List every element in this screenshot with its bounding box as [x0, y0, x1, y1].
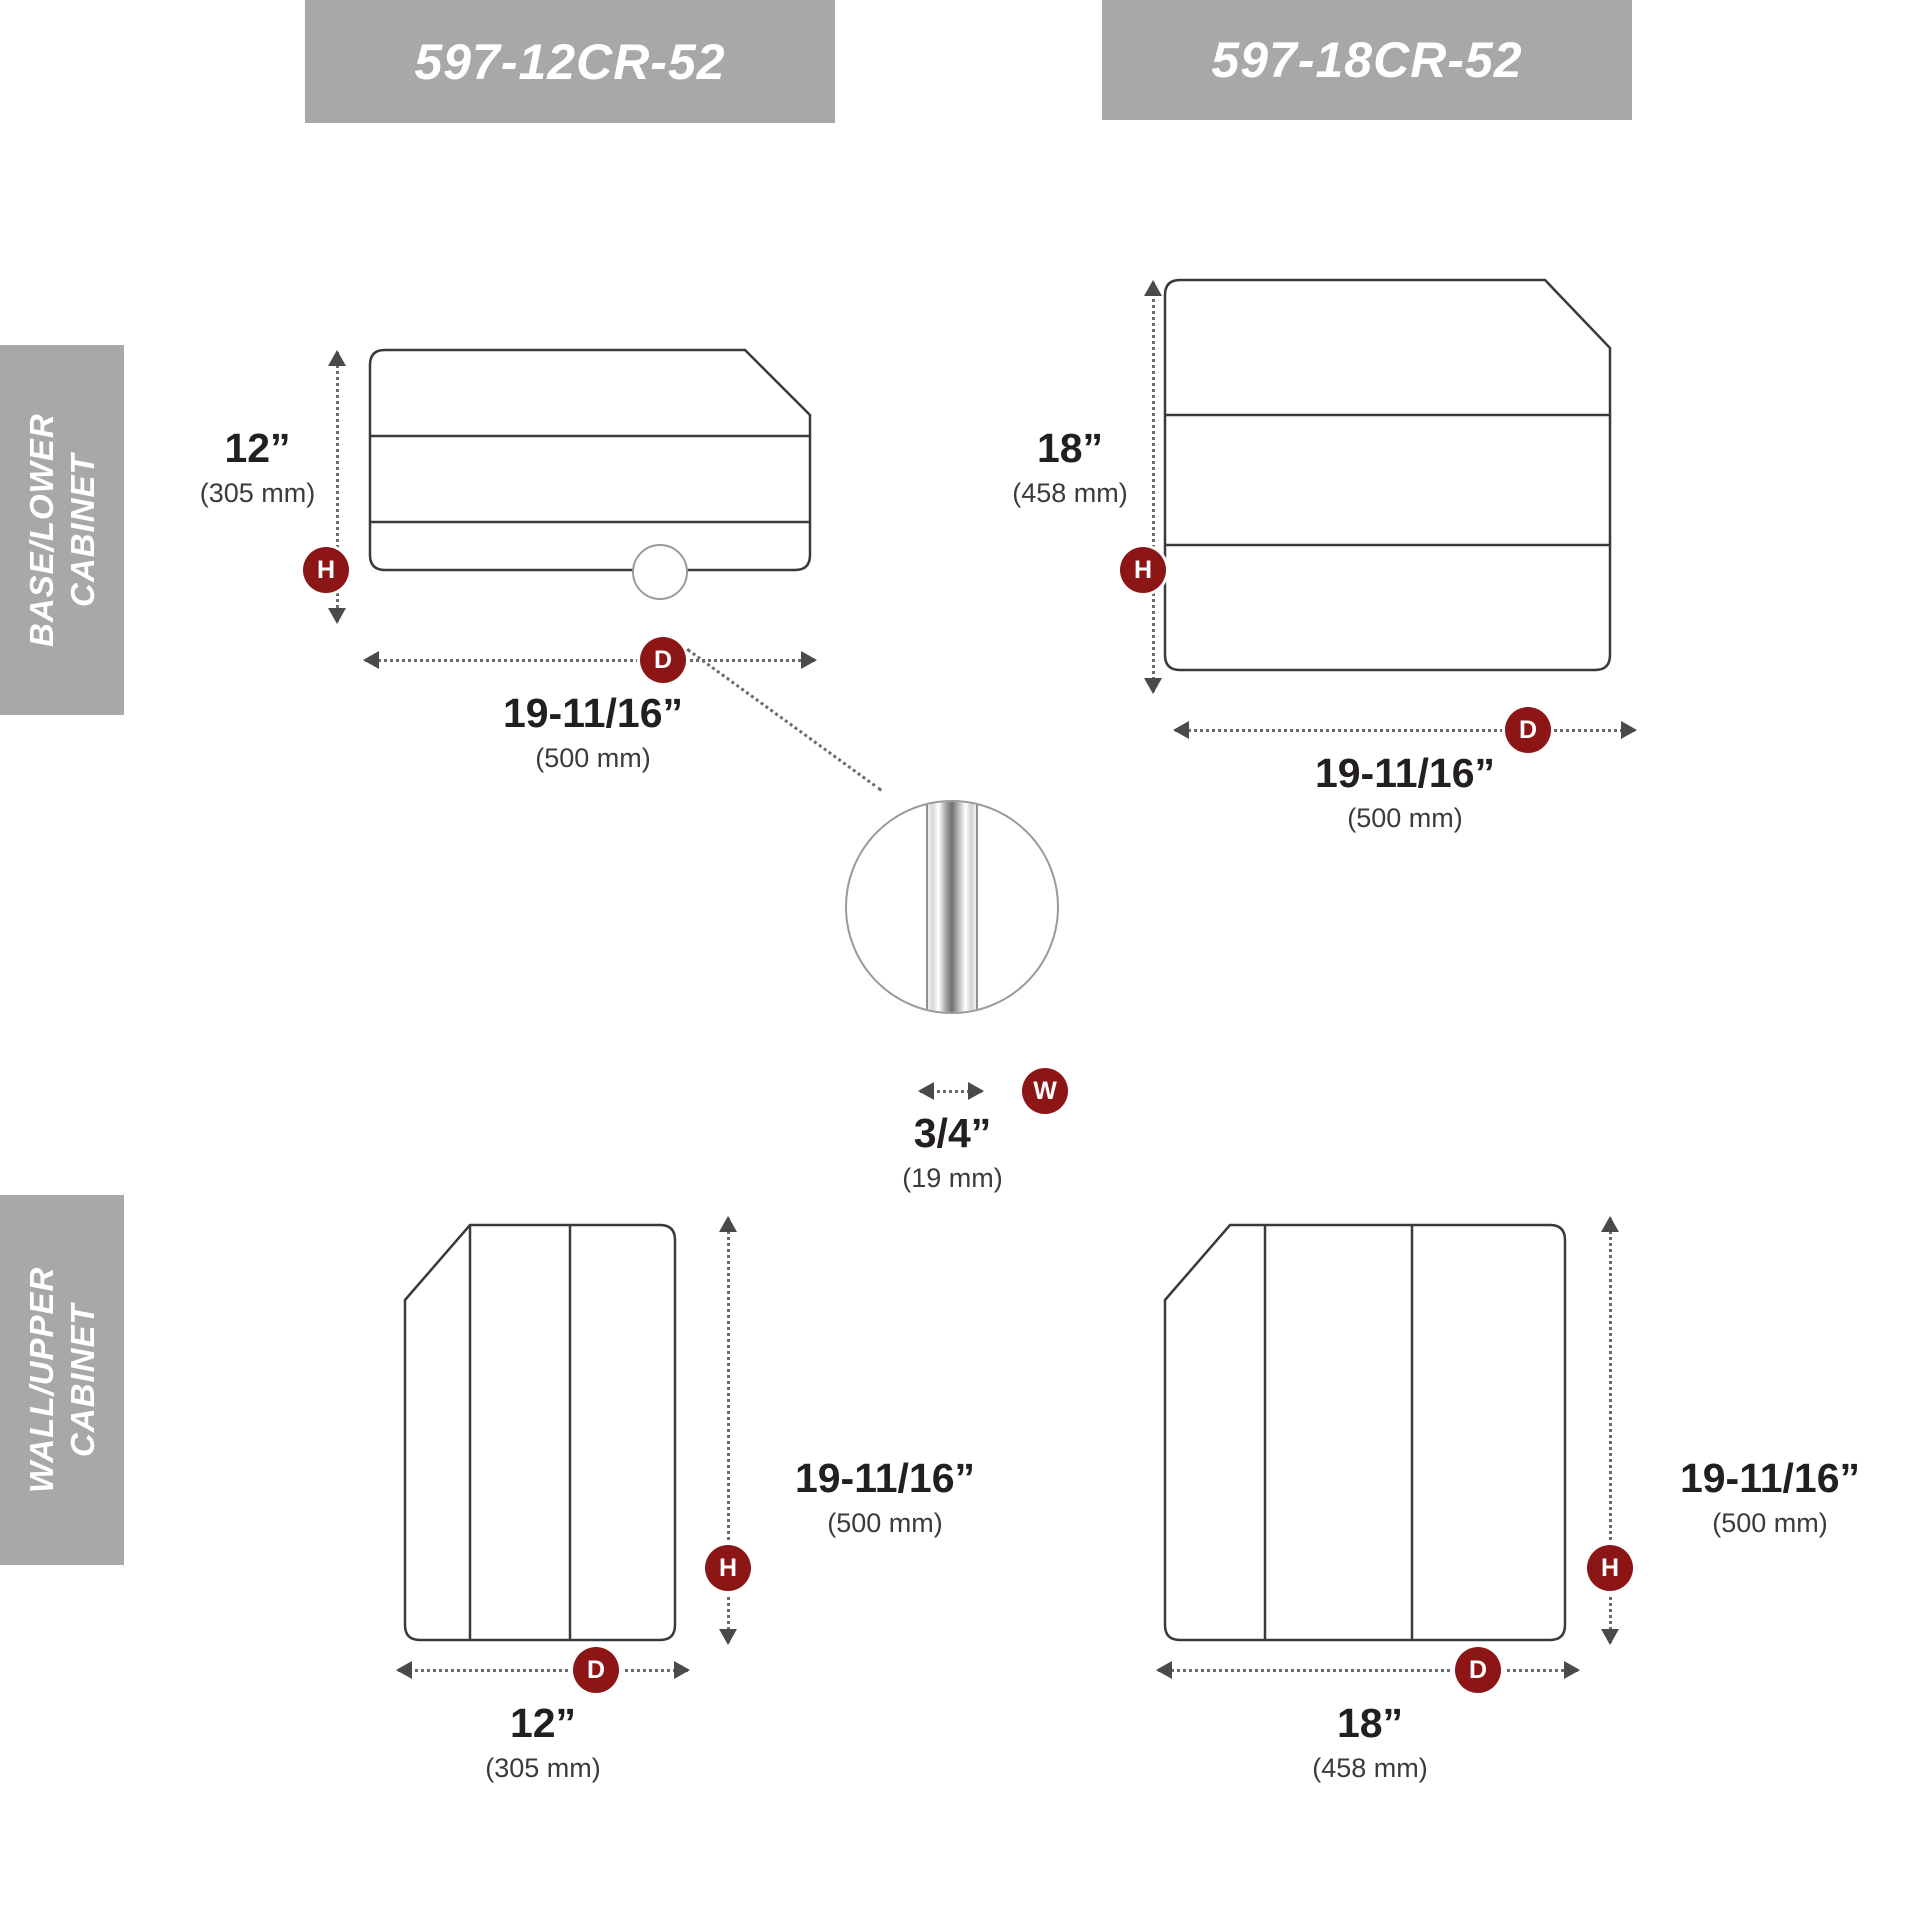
wall-right-depth-dimension-line [1158, 1660, 1578, 1680]
wall-left-depth-dimension-line [398, 1660, 688, 1680]
wall-right-shelf-drawing [1150, 1210, 1600, 1650]
rod-illustration [926, 800, 978, 1014]
base-left-shelf-drawing [360, 340, 860, 640]
wall-left-height-label: 19-11/16” (500 mm) [794, 1455, 976, 1538]
base-right-depth-label: 19-11/16” (500 mm) [1314, 750, 1496, 833]
wall-right-height-label: 19-11/16” (500 mm) [1679, 1455, 1861, 1538]
base-left-depth-label: 19-11/16” (500 mm) [502, 690, 684, 773]
badge-depth-wall-left: D [573, 1647, 619, 1693]
wall-right-depth-label: 18” (458 mm) [1312, 1700, 1428, 1783]
rod-width-dimension-line [920, 1082, 982, 1100]
badge-height-wall-right: H [1587, 1545, 1633, 1591]
badge-depth-base-right: D [1505, 707, 1551, 753]
base-left-height-label: 12” (305 mm) [199, 425, 316, 508]
model-tab-597-12CR-52 [305, 0, 835, 123]
badge-height-base-left: H [303, 547, 349, 593]
wall-left-shelf-drawing [390, 1210, 710, 1650]
wall-left-depth-label: 12” (305 mm) [485, 1700, 601, 1783]
badge-height-base-right: H [1120, 547, 1166, 593]
badge-width-rod: W [1022, 1068, 1068, 1114]
base-right-depth-dimension-line [1175, 720, 1635, 740]
base-right-shelf-drawing [1155, 270, 1655, 700]
rod-detail-magnifier [845, 800, 1059, 1014]
badge-height-wall-left: H [705, 1545, 751, 1591]
badge-depth-base-left: D [640, 637, 686, 683]
model-tab-597-18CR-52 [1102, 0, 1632, 120]
section-tab-label: BASE/LOWER CABINET [22, 413, 101, 647]
base-right-height-dimension-line [1143, 282, 1163, 692]
rod-width-label: 3/4” (19 mm) [902, 1110, 1003, 1193]
base-left-depth-dimension-line [365, 650, 815, 670]
section-tab-base-lower-cabinet [0, 345, 124, 715]
model-tab-label: 597-18CR-52 [1211, 32, 1523, 88]
badge-depth-wall-right: D [1455, 1647, 1501, 1693]
section-tab-label: WALL/UPPER CABINET [22, 1266, 101, 1494]
base-right-height-label: 18” (458 mm) [1012, 425, 1128, 508]
model-tab-label: 597-12CR-52 [414, 33, 726, 90]
section-tab-wall-upper-cabinet [0, 1195, 124, 1565]
